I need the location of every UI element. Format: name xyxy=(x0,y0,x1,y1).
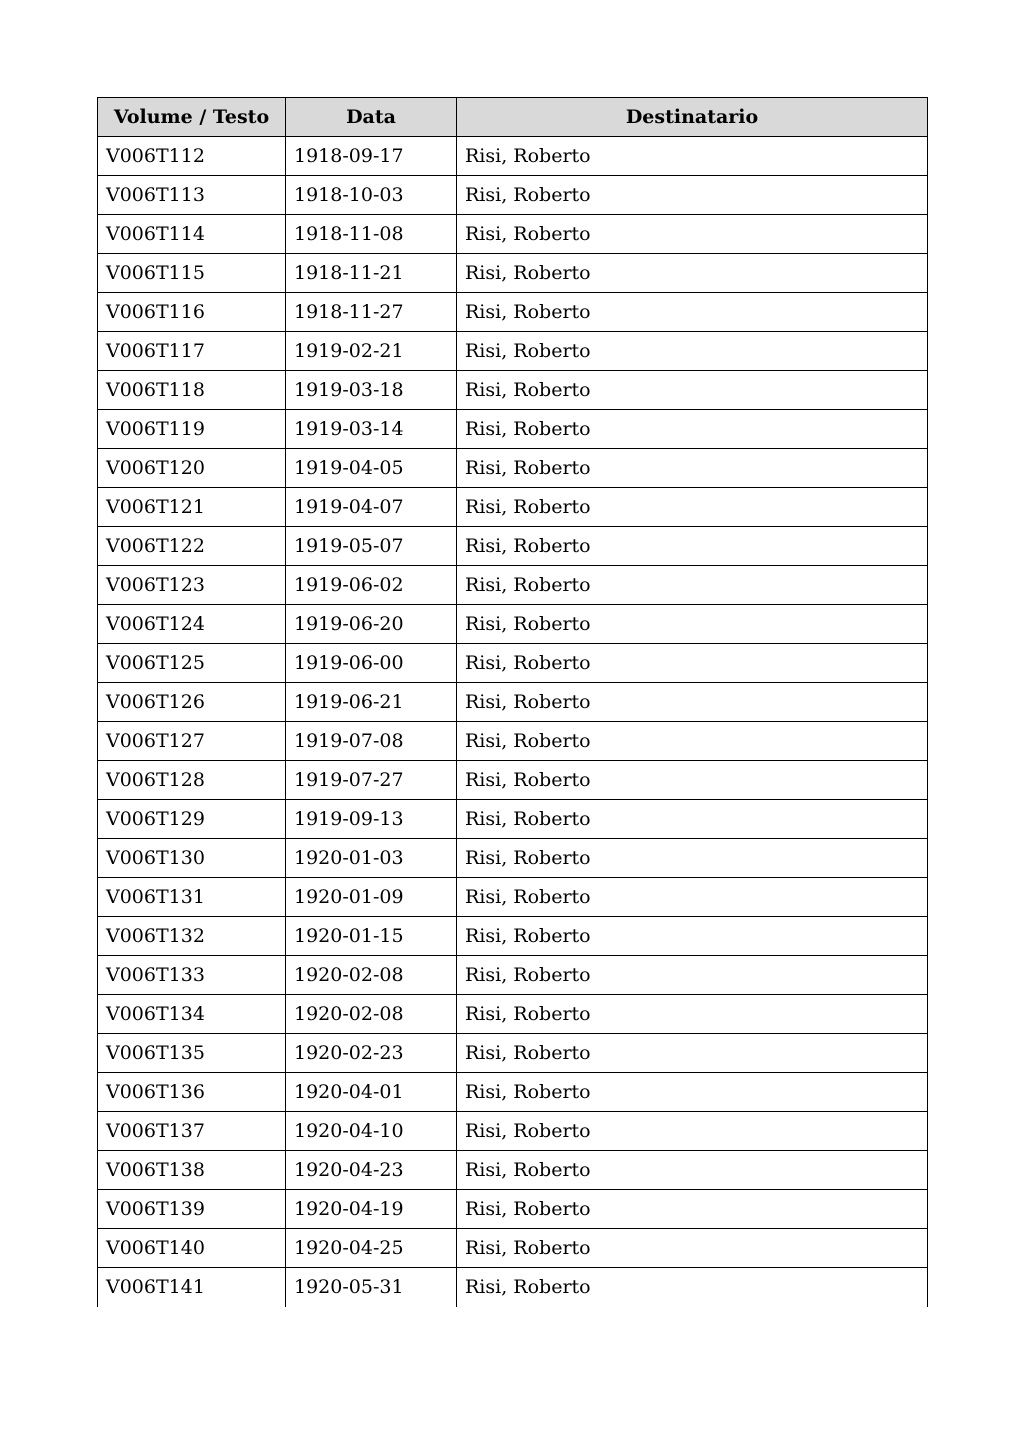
column-header-destinatario: Destinatario xyxy=(457,98,928,137)
cell-volume-testo: V006T126 xyxy=(98,683,286,722)
cell-destinatario: Risi, Roberto xyxy=(457,995,928,1034)
cell-destinatario: Risi, Roberto xyxy=(457,1034,928,1073)
cell-destinatario: Risi, Roberto xyxy=(457,1151,928,1190)
table-row xyxy=(98,566,928,605)
cell-data: 1920-04-23 xyxy=(286,1151,457,1190)
table-row xyxy=(98,800,928,839)
cell-destinatario: Risi, Roberto xyxy=(457,917,928,956)
cell-data: 1918-09-17 xyxy=(286,137,457,176)
column-header-volume-testo: Volume / Testo xyxy=(98,98,286,137)
cell-volume-testo: V006T134 xyxy=(98,995,286,1034)
cell-data: 1920-01-03 xyxy=(286,839,457,878)
table-row xyxy=(98,176,928,215)
table-row xyxy=(98,1229,928,1268)
table-row xyxy=(98,137,928,176)
table-row xyxy=(98,254,928,293)
cell-volume-testo: V006T130 xyxy=(98,839,286,878)
cell-data: 1919-07-08 xyxy=(286,722,457,761)
cell-destinatario: Risi, Roberto xyxy=(457,605,928,644)
table-row xyxy=(98,371,928,410)
cell-data: 1920-04-25 xyxy=(286,1229,457,1268)
cell-destinatario: Risi, Roberto xyxy=(457,683,928,722)
cell-destinatario: Risi, Roberto xyxy=(457,1112,928,1151)
cell-data: 1919-06-21 xyxy=(286,683,457,722)
cell-volume-testo: V006T131 xyxy=(98,878,286,917)
cell-destinatario: Risi, Roberto xyxy=(457,1229,928,1268)
cell-destinatario: Risi, Roberto xyxy=(457,176,928,215)
table-row xyxy=(98,527,928,566)
table-header-row xyxy=(98,98,928,137)
cell-destinatario: Risi, Roberto xyxy=(457,332,928,371)
cell-destinatario: Risi, Roberto xyxy=(457,722,928,761)
cell-destinatario: Risi, Roberto xyxy=(457,800,928,839)
cell-destinatario: Risi, Roberto xyxy=(457,371,928,410)
cell-volume-testo: V006T123 xyxy=(98,566,286,605)
cell-volume-testo: V006T112 xyxy=(98,137,286,176)
cell-volume-testo: V006T141 xyxy=(98,1268,286,1307)
cell-volume-testo: V006T137 xyxy=(98,1112,286,1151)
cell-destinatario: Risi, Roberto xyxy=(457,215,928,254)
cell-destinatario: Risi, Roberto xyxy=(457,956,928,995)
cell-data: 1919-04-05 xyxy=(286,449,457,488)
table-row xyxy=(98,839,928,878)
table-row xyxy=(98,644,928,683)
table-row xyxy=(98,293,928,332)
cell-destinatario: Risi, Roberto xyxy=(457,761,928,800)
cell-data: 1919-02-21 xyxy=(286,332,457,371)
cell-data: 1920-02-23 xyxy=(286,1034,457,1073)
cell-destinatario: Risi, Roberto xyxy=(457,254,928,293)
cell-destinatario: Risi, Roberto xyxy=(457,410,928,449)
cell-destinatario: Risi, Roberto xyxy=(457,449,928,488)
cell-destinatario: Risi, Roberto xyxy=(457,293,928,332)
letters-register-table xyxy=(97,97,928,1307)
table-row xyxy=(98,956,928,995)
cell-destinatario: Risi, Roberto xyxy=(457,1073,928,1112)
cell-volume-testo: V006T113 xyxy=(98,176,286,215)
cell-volume-testo: V006T125 xyxy=(98,644,286,683)
table-row xyxy=(98,917,928,956)
cell-data: 1920-04-10 xyxy=(286,1112,457,1151)
cell-data: 1920-04-01 xyxy=(286,1073,457,1112)
table-row xyxy=(98,1151,928,1190)
cell-data: 1919-07-27 xyxy=(286,761,457,800)
cell-volume-testo: V006T120 xyxy=(98,449,286,488)
cell-data: 1919-06-20 xyxy=(286,605,457,644)
cell-destinatario: Risi, Roberto xyxy=(457,566,928,605)
table-row xyxy=(98,1034,928,1073)
cell-data: 1920-05-31 xyxy=(286,1268,457,1307)
cell-data: 1919-04-07 xyxy=(286,488,457,527)
table-row xyxy=(98,1268,928,1307)
table-row xyxy=(98,488,928,527)
table-row xyxy=(98,449,928,488)
cell-destinatario: Risi, Roberto xyxy=(457,839,928,878)
table-row xyxy=(98,1073,928,1112)
cell-data: 1920-01-15 xyxy=(286,917,457,956)
cell-volume-testo: V006T139 xyxy=(98,1190,286,1229)
cell-volume-testo: V006T114 xyxy=(98,215,286,254)
table-body xyxy=(98,137,928,1307)
cell-data: 1920-04-19 xyxy=(286,1190,457,1229)
table-row xyxy=(98,215,928,254)
cell-volume-testo: V006T122 xyxy=(98,527,286,566)
cell-destinatario: Risi, Roberto xyxy=(457,488,928,527)
table-row xyxy=(98,878,928,917)
cell-volume-testo: V006T138 xyxy=(98,1151,286,1190)
table-row xyxy=(98,683,928,722)
column-header-data: Data xyxy=(286,98,457,137)
cell-volume-testo: V006T116 xyxy=(98,293,286,332)
cell-volume-testo: V006T118 xyxy=(98,371,286,410)
cell-data: 1919-03-14 xyxy=(286,410,457,449)
cell-data: 1919-06-02 xyxy=(286,566,457,605)
cell-volume-testo: V006T129 xyxy=(98,800,286,839)
cell-data: 1918-11-21 xyxy=(286,254,457,293)
table-row xyxy=(98,1190,928,1229)
cell-volume-testo: V006T121 xyxy=(98,488,286,527)
cell-volume-testo: V006T119 xyxy=(98,410,286,449)
cell-data: 1920-02-08 xyxy=(286,956,457,995)
cell-data: 1918-10-03 xyxy=(286,176,457,215)
cell-destinatario: Risi, Roberto xyxy=(457,644,928,683)
table-row xyxy=(98,995,928,1034)
cell-volume-testo: V006T132 xyxy=(98,917,286,956)
cell-volume-testo: V006T140 xyxy=(98,1229,286,1268)
cell-data: 1918-11-27 xyxy=(286,293,457,332)
cell-data: 1919-06-00 xyxy=(286,644,457,683)
table-row xyxy=(98,722,928,761)
cell-destinatario: Risi, Roberto xyxy=(457,137,928,176)
cell-data: 1919-09-13 xyxy=(286,800,457,839)
cell-data: 1919-03-18 xyxy=(286,371,457,410)
cell-volume-testo: V006T136 xyxy=(98,1073,286,1112)
cell-volume-testo: V006T124 xyxy=(98,605,286,644)
cell-volume-testo: V006T127 xyxy=(98,722,286,761)
cell-destinatario: Risi, Roberto xyxy=(457,527,928,566)
cell-destinatario: Risi, Roberto xyxy=(457,878,928,917)
cell-volume-testo: V006T133 xyxy=(98,956,286,995)
table-row xyxy=(98,761,928,800)
cell-data: 1920-01-09 xyxy=(286,878,457,917)
cell-volume-testo: V006T135 xyxy=(98,1034,286,1073)
cell-volume-testo: V006T128 xyxy=(98,761,286,800)
cell-destinatario: Risi, Roberto xyxy=(457,1268,928,1307)
table-row xyxy=(98,332,928,371)
cell-data: 1918-11-08 xyxy=(286,215,457,254)
table-row xyxy=(98,605,928,644)
cell-destinatario: Risi, Roberto xyxy=(457,1190,928,1229)
cell-data: 1920-02-08 xyxy=(286,995,457,1034)
cell-volume-testo: V006T117 xyxy=(98,332,286,371)
table-row xyxy=(98,410,928,449)
table-row xyxy=(98,1112,928,1151)
cell-volume-testo: V006T115 xyxy=(98,254,286,293)
cell-data: 1919-05-07 xyxy=(286,527,457,566)
